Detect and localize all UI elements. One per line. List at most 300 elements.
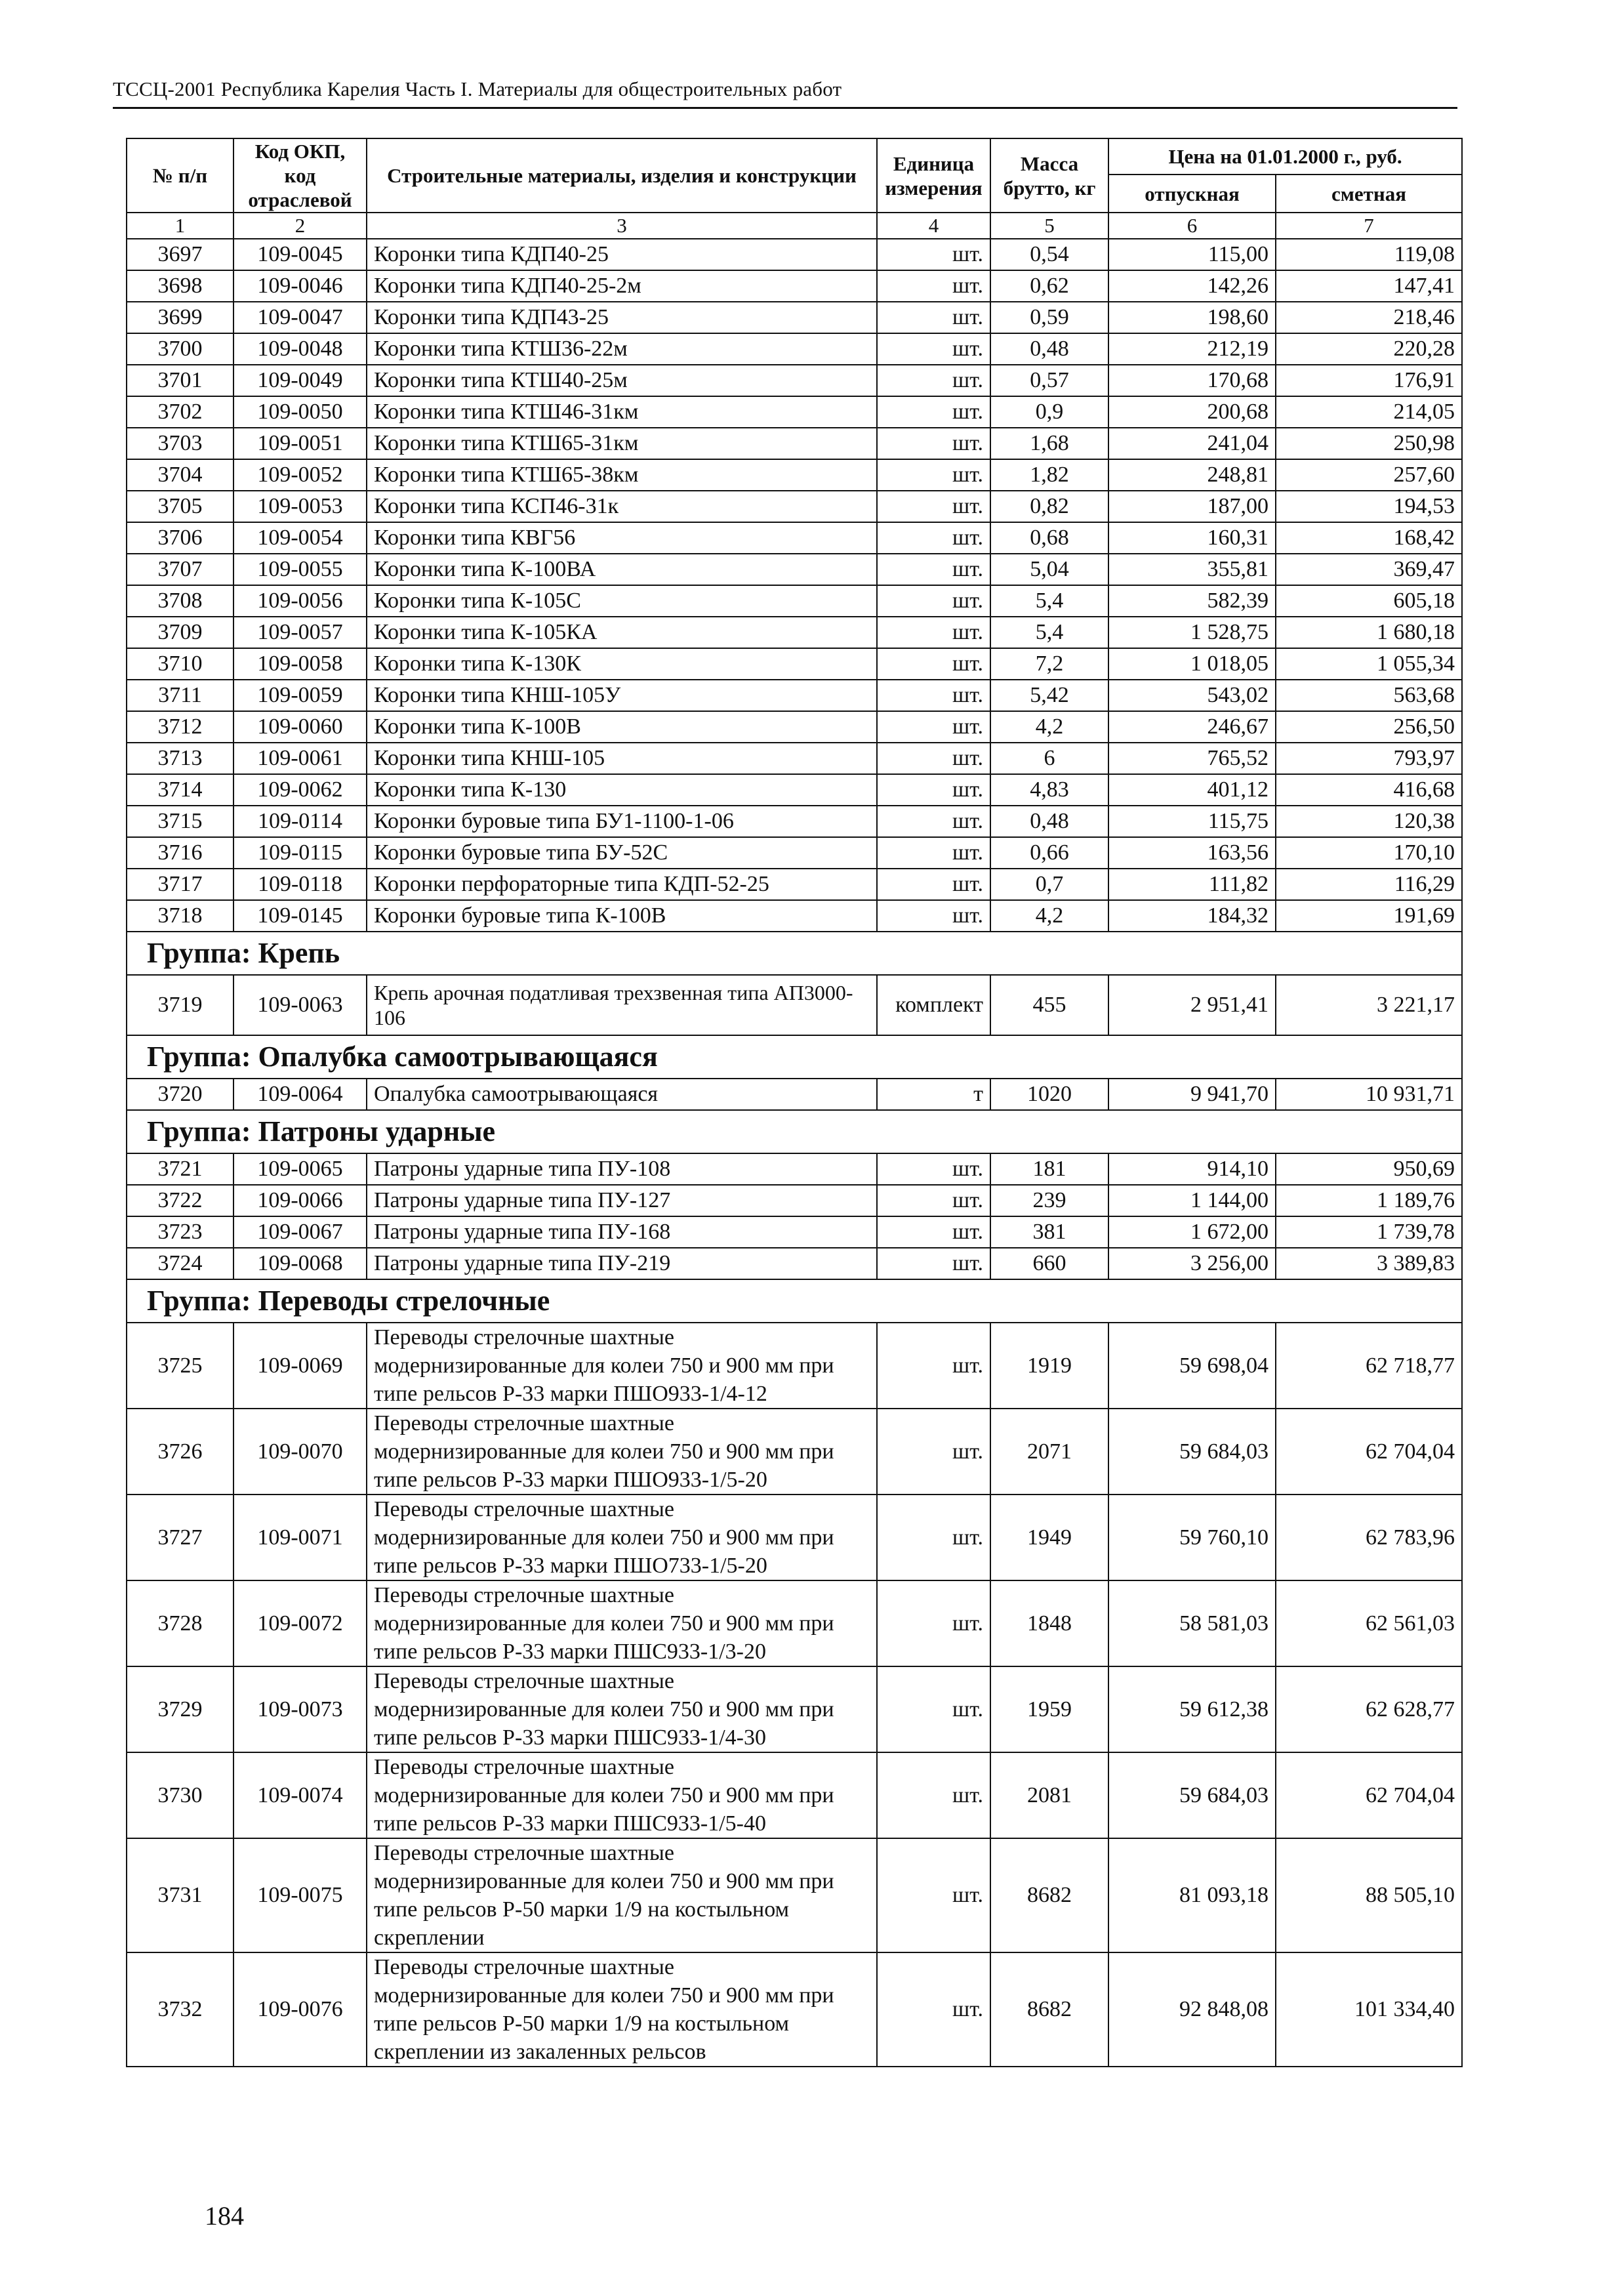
cell-name: Коронки типа КДП40-25-2м (367, 270, 877, 302)
cell-price-release: 198,60 (1108, 302, 1276, 333)
table-row (127, 774, 1462, 806)
cell-price-estimate: 88 505,10 (1276, 1838, 1462, 1952)
cell-code: 109-0074 (233, 1752, 367, 1838)
cell-mass: 1,82 (990, 459, 1108, 491)
cell-name: Опалубка самоотрывающаяся (367, 1079, 877, 1110)
cell-num: 3709 (127, 617, 233, 648)
cell-num: 3722 (127, 1185, 233, 1216)
cell-price-release: 58 581,03 (1108, 1580, 1276, 1666)
table-row (127, 491, 1462, 522)
cell-price-estimate: 168,42 (1276, 522, 1462, 554)
cell-mass: 0,54 (990, 239, 1108, 270)
cell-price-estimate: 1 680,18 (1276, 617, 1462, 648)
table-row (127, 1409, 1462, 1495)
group-opalubka (127, 1035, 1462, 1110)
cell-name: Коронки типа К-105С (367, 585, 877, 617)
header-mass: Масса брутто, кг (990, 138, 1108, 213)
cell-num: 3702 (127, 396, 233, 428)
cell-num: 3719 (127, 975, 233, 1035)
cell-num: 3713 (127, 743, 233, 774)
cell-num: 3716 (127, 837, 233, 869)
cell-price-release: 187,00 (1108, 491, 1276, 522)
cell-name: Коронки типа К-130К (367, 648, 877, 680)
cell-num: 3697 (127, 239, 233, 270)
cell-num: 3711 (127, 680, 233, 711)
cell-num: 3707 (127, 554, 233, 585)
cell-price-release: 3 256,00 (1108, 1248, 1276, 1279)
cell-mass: 181 (990, 1153, 1108, 1185)
cell-price-release: 81 093,18 (1108, 1838, 1276, 1952)
cell-mass: 0,9 (990, 396, 1108, 428)
cell-price-release: 582,39 (1108, 585, 1276, 617)
cell-unit: шт. (877, 365, 990, 396)
cell-unit: шт. (877, 806, 990, 837)
cell-unit: шт. (877, 239, 990, 270)
cell-unit: шт. (877, 428, 990, 459)
cell-code: 109-0069 (233, 1323, 367, 1409)
table-header (127, 138, 1462, 239)
cell-unit: шт. (877, 1248, 990, 1279)
cell-code: 109-0060 (233, 711, 367, 743)
cell-num: 3714 (127, 774, 233, 806)
header-name: Строительные материалы, изделия и конструкции (367, 138, 877, 213)
cell-price-release: 59 612,38 (1108, 1666, 1276, 1752)
cell-mass: 4,2 (990, 711, 1108, 743)
table-row (127, 396, 1462, 428)
cell-num: 3708 (127, 585, 233, 617)
cell-unit: шт. (877, 554, 990, 585)
cell-code: 109-0063 (233, 975, 367, 1035)
table-row (127, 239, 1462, 270)
cell-mass: 2081 (990, 1752, 1108, 1838)
cell-unit: шт. (877, 1952, 990, 2067)
table-row (127, 1248, 1462, 1279)
group-heading: Группа: Крепь (127, 932, 1462, 975)
cell-code: 109-0054 (233, 522, 367, 554)
cell-price-release: 184,32 (1108, 900, 1276, 932)
cell-unit: шт. (877, 522, 990, 554)
group-heading: Группа: Переводы стрелочные (127, 1279, 1462, 1323)
table-row (127, 1079, 1462, 1110)
cell-unit: шт. (877, 1185, 990, 1216)
group-heading: Группа: Опалубка самоотрывающаяся (127, 1035, 1462, 1079)
cell-name: Коронки типа КТШ40-25м (367, 365, 877, 396)
cell-num: 3726 (127, 1409, 233, 1495)
cell-unit: шт. (877, 869, 990, 900)
cell-price-release: 212,19 (1108, 333, 1276, 365)
cell-mass: 6 (990, 743, 1108, 774)
cell-price-release: 914,10 (1108, 1153, 1276, 1185)
cell-unit: шт. (877, 648, 990, 680)
cell-unit: шт. (877, 774, 990, 806)
cell-unit: шт. (877, 1409, 990, 1495)
cell-price-estimate: 220,28 (1276, 333, 1462, 365)
table-row (127, 617, 1462, 648)
table-row (127, 1952, 1462, 2067)
cell-name: Коронки перфораторные типа КДП-52-25 (367, 869, 877, 900)
table-row (127, 743, 1462, 774)
cell-code: 109-0065 (233, 1153, 367, 1185)
cell-num: 3712 (127, 711, 233, 743)
table-body-koronki (127, 239, 1462, 932)
cell-mass: 0,48 (990, 333, 1108, 365)
cell-mass: 2071 (990, 1409, 1108, 1495)
column-numbers-row (127, 213, 1462, 239)
cell-num: 3727 (127, 1495, 233, 1580)
cell-name: Коронки типа КДП43-25 (367, 302, 877, 333)
cell-num: 3715 (127, 806, 233, 837)
cell-name: Коронки типа КВГ56 (367, 522, 877, 554)
cell-price-release: 1 018,05 (1108, 648, 1276, 680)
cell-price-estimate: 170,10 (1276, 837, 1462, 869)
cell-price-estimate: 62 628,77 (1276, 1666, 1462, 1752)
cell-name: Коронки буровые типа БУ1-1100-1-06 (367, 806, 877, 837)
cell-mass: 8682 (990, 1838, 1108, 1952)
column-number: 1 (127, 213, 233, 239)
cell-code: 109-0145 (233, 900, 367, 932)
cell-mass: 0,59 (990, 302, 1108, 333)
cell-name: Коронки типа К-100В (367, 711, 877, 743)
cell-price-release: 401,12 (1108, 774, 1276, 806)
cell-price-release: 59 760,10 (1108, 1495, 1276, 1580)
group-heading: Группа: Патроны ударные (127, 1110, 1462, 1153)
table-row (127, 869, 1462, 900)
cell-mass: 455 (990, 975, 1108, 1035)
cell-unit: шт. (877, 1495, 990, 1580)
cell-price-estimate: 176,91 (1276, 365, 1462, 396)
cell-mass: 381 (990, 1216, 1108, 1248)
cell-mass: 0,82 (990, 491, 1108, 522)
cell-unit: шт. (877, 270, 990, 302)
table-row (127, 270, 1462, 302)
cell-unit: шт. (877, 1323, 990, 1409)
cell-price-estimate: 62 704,04 (1276, 1752, 1462, 1838)
column-number: 2 (233, 213, 367, 239)
cell-mass: 5,42 (990, 680, 1108, 711)
table-row (127, 1153, 1462, 1185)
table-row (127, 837, 1462, 869)
table-row (127, 806, 1462, 837)
cell-price-estimate: 10 931,71 (1276, 1079, 1462, 1110)
table-row (127, 680, 1462, 711)
cell-unit: шт. (877, 900, 990, 932)
column-number: 7 (1276, 213, 1462, 239)
group-patrony (127, 1110, 1462, 1279)
cell-code: 109-0076 (233, 1952, 367, 2067)
cell-mass: 1919 (990, 1323, 1108, 1409)
cell-unit: шт. (877, 396, 990, 428)
cell-unit: шт. (877, 1666, 990, 1752)
cell-price-estimate: 3 221,17 (1276, 975, 1462, 1035)
cell-mass: 4,2 (990, 900, 1108, 932)
cell-code: 109-0059 (233, 680, 367, 711)
table-row (127, 333, 1462, 365)
cell-price-release: 115,75 (1108, 806, 1276, 837)
cell-unit: шт. (877, 491, 990, 522)
cell-unit: т (877, 1079, 990, 1110)
table-row (127, 365, 1462, 396)
table-row (127, 1838, 1462, 1952)
cell-name: Коронки типа КДП40-25 (367, 239, 877, 270)
table-row (127, 428, 1462, 459)
cell-price-release: 9 941,70 (1108, 1079, 1276, 1110)
cell-price-estimate: 62 704,04 (1276, 1409, 1462, 1495)
cell-code: 109-0057 (233, 617, 367, 648)
cell-name: Коронки типа КТШ65-31км (367, 428, 877, 459)
cell-code: 109-0046 (233, 270, 367, 302)
table-row (127, 975, 1462, 1035)
group-krep (127, 932, 1462, 1035)
cell-price-estimate: 1 055,34 (1276, 648, 1462, 680)
cell-price-estimate: 605,18 (1276, 585, 1462, 617)
cell-num: 3704 (127, 459, 233, 491)
header-price-release: отпускная (1108, 175, 1276, 213)
cell-unit: шт. (877, 1580, 990, 1666)
cell-code: 109-0055 (233, 554, 367, 585)
cell-price-estimate: 250,98 (1276, 428, 1462, 459)
cell-num: 3728 (127, 1580, 233, 1666)
header-code: Код ОКП, код отраслевой (233, 138, 367, 213)
cell-code: 109-0058 (233, 648, 367, 680)
cell-price-estimate: 62 718,77 (1276, 1323, 1462, 1409)
cell-name: Переводы стрелочные шахтные модернизированные для колеи 750 и 900 мм при типе рельсов Р-50 марки 1/9 на костыльном скреплении из закаленных рельсов (367, 1952, 877, 2067)
cell-unit: шт. (877, 1216, 990, 1248)
table-row (127, 585, 1462, 617)
cell-price-release: 59 684,03 (1108, 1752, 1276, 1838)
cell-mass: 239 (990, 1185, 1108, 1216)
cell-name: Переводы стрелочные шахтные модернизированные для колеи 750 и 900 мм при типе рельсов Р-33 марки ПШО933-1/4-12 (367, 1323, 877, 1409)
cell-mass: 5,04 (990, 554, 1108, 585)
cell-name: Коронки типа КТШ46-31км (367, 396, 877, 428)
cell-price-estimate: 950,69 (1276, 1153, 1462, 1185)
cell-num: 3698 (127, 270, 233, 302)
cell-price-release: 160,31 (1108, 522, 1276, 554)
cell-code: 109-0070 (233, 1409, 367, 1495)
cell-code: 109-0073 (233, 1666, 367, 1752)
cell-name: Коронки типа КНШ-105У (367, 680, 877, 711)
cell-mass: 1020 (990, 1079, 1108, 1110)
cell-mass: 1959 (990, 1666, 1108, 1752)
cell-name: Переводы стрелочные шахтные модернизированные для колеи 750 и 900 мм при типе рельсов Р-33 марки ПШО733-1/5-20 (367, 1495, 877, 1580)
header-price-estimate: сметная (1276, 175, 1462, 213)
cell-code: 109-0067 (233, 1216, 367, 1248)
cell-price-estimate: 116,29 (1276, 869, 1462, 900)
cell-price-estimate: 416,68 (1276, 774, 1462, 806)
cell-price-estimate: 563,68 (1276, 680, 1462, 711)
cell-unit: шт. (877, 333, 990, 365)
cell-num: 3703 (127, 428, 233, 459)
cell-name: Патроны ударные типа ПУ-108 (367, 1153, 877, 1185)
cell-name: Коронки буровые типа К-100В (367, 900, 877, 932)
header-unit: Единица измерения (877, 138, 990, 213)
cell-price-release: 142,26 (1108, 270, 1276, 302)
cell-code: 109-0064 (233, 1079, 367, 1110)
cell-code: 109-0062 (233, 774, 367, 806)
cell-mass: 0,66 (990, 837, 1108, 869)
table-row (127, 711, 1462, 743)
cell-name: Переводы стрелочные шахтные модернизированные для колеи 750 и 900 мм при типе рельсов Р-33 марки ПШС933-1/4-30 (367, 1666, 877, 1752)
cell-mass: 0,62 (990, 270, 1108, 302)
cell-code: 109-0056 (233, 585, 367, 617)
cell-mass: 660 (990, 1248, 1108, 1279)
cell-code: 109-0061 (233, 743, 367, 774)
cell-unit: шт. (877, 585, 990, 617)
cell-unit: шт. (877, 743, 990, 774)
cell-num: 3720 (127, 1079, 233, 1110)
cell-price-release: 200,68 (1108, 396, 1276, 428)
cell-name: Переводы стрелочные шахтные модернизированные для колеи 750 и 900 мм при типе рельсов Р-50 марки 1/9 на костыльном скреплении (367, 1838, 877, 1952)
cell-code: 109-0050 (233, 396, 367, 428)
cell-unit: шт. (877, 711, 990, 743)
cell-num: 3718 (127, 900, 233, 932)
cell-name: Коронки типа КТШ36-22м (367, 333, 877, 365)
table-row (127, 1666, 1462, 1752)
cell-price-release: 248,81 (1108, 459, 1276, 491)
cell-price-release: 115,00 (1108, 239, 1276, 270)
cell-unit: комплект (877, 975, 990, 1035)
cell-price-release: 59 684,03 (1108, 1409, 1276, 1495)
table-row (127, 1323, 1462, 1409)
cell-num: 3729 (127, 1666, 233, 1752)
cell-code: 109-0051 (233, 428, 367, 459)
cell-unit: шт. (877, 1153, 990, 1185)
cell-mass: 5,4 (990, 585, 1108, 617)
cell-price-estimate: 62 561,03 (1276, 1580, 1462, 1666)
column-number: 3 (367, 213, 877, 239)
cell-mass: 4,83 (990, 774, 1108, 806)
cell-name: Коронки типа КСП46-31к (367, 491, 877, 522)
cell-price-estimate: 214,05 (1276, 396, 1462, 428)
cell-price-release: 92 848,08 (1108, 1952, 1276, 2067)
cell-name: Крепь арочная податливая трехзвенная типа АП3000-106 (367, 975, 877, 1035)
cell-num: 3701 (127, 365, 233, 396)
table-row (127, 1185, 1462, 1216)
table-row (127, 900, 1462, 932)
cell-num: 3732 (127, 1952, 233, 2067)
cell-price-release: 1 528,75 (1108, 617, 1276, 648)
cell-num: 3699 (127, 302, 233, 333)
cell-num: 3700 (127, 333, 233, 365)
table-row (127, 1580, 1462, 1666)
table-row (127, 1216, 1462, 1248)
table-row (127, 459, 1462, 491)
cell-num: 3710 (127, 648, 233, 680)
cell-name: Патроны ударные типа ПУ-168 (367, 1216, 877, 1248)
cell-num: 3725 (127, 1323, 233, 1409)
cell-name: Коронки буровые типа БУ-52С (367, 837, 877, 869)
cell-code: 109-0068 (233, 1248, 367, 1279)
cell-price-estimate: 793,97 (1276, 743, 1462, 774)
cell-num: 3721 (127, 1153, 233, 1185)
cell-mass: 0,68 (990, 522, 1108, 554)
cell-code: 109-0048 (233, 333, 367, 365)
table-row (127, 522, 1462, 554)
cell-mass: 0,48 (990, 806, 1108, 837)
cell-price-release: 543,02 (1108, 680, 1276, 711)
cell-num: 3717 (127, 869, 233, 900)
cell-name: Переводы стрелочные шахтные модернизированные для колеи 750 и 900 мм при типе рельсов Р-33 марки ПШС933-1/5-40 (367, 1752, 877, 1838)
cell-mass: 1949 (990, 1495, 1108, 1580)
cell-code: 109-0115 (233, 837, 367, 869)
cell-num: 3731 (127, 1838, 233, 1952)
cell-price-release: 765,52 (1108, 743, 1276, 774)
cell-unit: шт. (877, 680, 990, 711)
cell-price-estimate: 120,38 (1276, 806, 1462, 837)
cell-unit: шт. (877, 459, 990, 491)
cell-price-release: 241,04 (1108, 428, 1276, 459)
cell-code: 109-0047 (233, 302, 367, 333)
cell-mass: 5,4 (990, 617, 1108, 648)
cell-name: Коронки типа К-130 (367, 774, 877, 806)
cell-price-release: 355,81 (1108, 554, 1276, 585)
cell-code: 109-0075 (233, 1838, 367, 1952)
cell-price-estimate: 256,50 (1276, 711, 1462, 743)
cell-name: Переводы стрелочные шахтные модернизированные для колеи 750 и 900 мм при типе рельсов Р-33 марки ПШС933-1/3-20 (367, 1580, 877, 1666)
cell-price-release: 111,82 (1108, 869, 1276, 900)
cell-price-release: 59 698,04 (1108, 1323, 1276, 1409)
cell-price-estimate: 119,08 (1276, 239, 1462, 270)
cell-code: 109-0066 (233, 1185, 367, 1216)
cell-name: Патроны ударные типа ПУ-219 (367, 1248, 877, 1279)
cell-code: 109-0045 (233, 239, 367, 270)
group-perevody (127, 1279, 1462, 2067)
cell-price-release: 163,56 (1108, 837, 1276, 869)
cell-price-release: 246,67 (1108, 711, 1276, 743)
header-price-group: Цена на 01.01.2000 г., руб. (1108, 138, 1462, 175)
table-row (127, 1752, 1462, 1838)
cell-mass: 0,57 (990, 365, 1108, 396)
cell-code: 109-0071 (233, 1495, 367, 1580)
cell-unit: шт. (877, 1752, 990, 1838)
cell-name: Коронки типа К-100ВА (367, 554, 877, 585)
cell-num: 3724 (127, 1248, 233, 1279)
cell-code: 109-0053 (233, 491, 367, 522)
cell-price-estimate: 218,46 (1276, 302, 1462, 333)
cell-unit: шт. (877, 302, 990, 333)
cell-unit: шт. (877, 1838, 990, 1952)
cell-code: 109-0114 (233, 806, 367, 837)
page-number: 184 (205, 2201, 244, 2231)
cell-price-release: 1 144,00 (1108, 1185, 1276, 1216)
cell-price-release: 170,68 (1108, 365, 1276, 396)
cell-unit: шт. (877, 617, 990, 648)
cell-price-estimate: 147,41 (1276, 270, 1462, 302)
column-number: 5 (990, 213, 1108, 239)
running-head: ТССЦ-2001 Республика Карелия Часть I. Материалы для общестроительных работ (113, 77, 842, 100)
cell-num: 3705 (127, 491, 233, 522)
cell-code: 109-0072 (233, 1580, 367, 1666)
cell-num: 3730 (127, 1752, 233, 1838)
cell-price-estimate: 1 739,78 (1276, 1216, 1462, 1248)
column-number: 6 (1108, 213, 1276, 239)
cell-price-estimate: 62 783,96 (1276, 1495, 1462, 1580)
cell-name: Коронки типа КНШ-105 (367, 743, 877, 774)
cell-price-estimate: 1 189,76 (1276, 1185, 1462, 1216)
cell-name: Переводы стрелочные шахтные модернизированные для колеи 750 и 900 мм при типе рельсов Р-33 марки ПШО933-1/5-20 (367, 1409, 877, 1495)
table-row (127, 1495, 1462, 1580)
cell-name: Коронки типа К-105КА (367, 617, 877, 648)
cell-code: 109-0049 (233, 365, 367, 396)
cell-price-estimate: 369,47 (1276, 554, 1462, 585)
cell-price-estimate: 101 334,40 (1276, 1952, 1462, 2067)
cell-num: 3723 (127, 1216, 233, 1248)
cell-price-estimate: 191,69 (1276, 900, 1462, 932)
cell-mass: 1848 (990, 1580, 1108, 1666)
table-row (127, 554, 1462, 585)
cell-mass: 0,7 (990, 869, 1108, 900)
table-row (127, 302, 1462, 333)
cell-code: 109-0052 (233, 459, 367, 491)
